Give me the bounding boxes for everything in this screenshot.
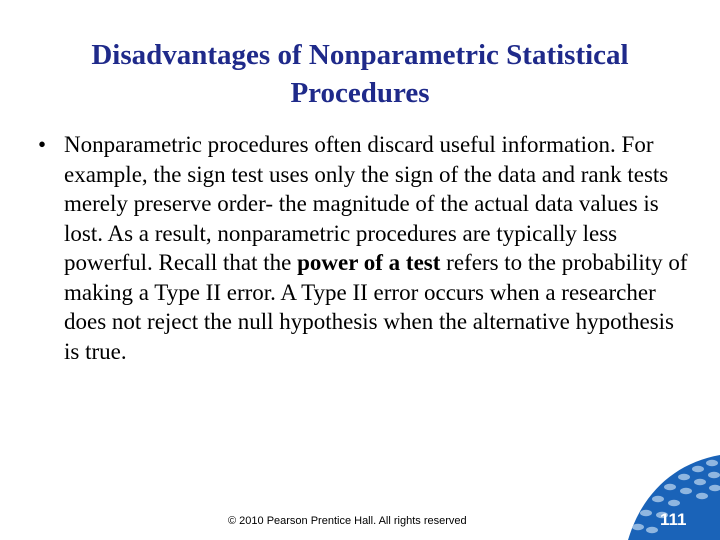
bullet-item [38,130,688,366]
bullet-bold-term: power of a test [297,250,441,275]
slide-title [40,36,680,112]
title-line-1: Disadvantages of Nonparametric Statistical [91,39,629,71]
page-number: 111 [660,510,687,529]
bullet-icon: • [38,132,47,157]
bullet-text [64,130,688,366]
title-line-2: Procedures [290,77,430,109]
bullet-text-part-2: refers to the probability of making a Type II error. A Type II error occurs when a researcher does not reject the null hypothesis when the alternative hypothesis is true. [64,250,688,364]
copyright-footer: © 2010 Pearson Prentice Hall. All rights reserved [228,515,467,527]
bullet-text-part-1: Nonparametric procedures often discard useful information. For example, the sign test uses only the sign of the data and rank tests merely preserve order- the magnitude of the actual data values is lost. As a result, nonparametric procedures are typically less powerful. Recall that the [64,132,669,275]
